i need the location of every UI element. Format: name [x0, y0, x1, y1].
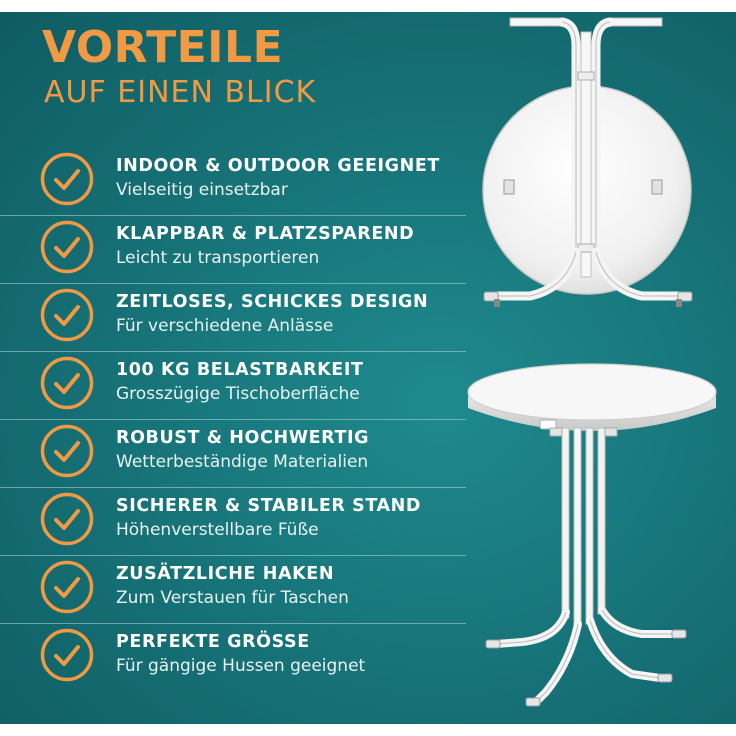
feature-stand [0, 487, 470, 553]
feature-heading: PERFEKTE GRÖSSE [116, 632, 310, 652]
feature-belastbarkeit [0, 351, 470, 417]
check-circle-icon [40, 424, 94, 478]
feature-groesse [0, 623, 470, 689]
check-circle-icon [40, 628, 94, 682]
check-circle-icon [40, 560, 94, 614]
feature-klappbar [0, 215, 470, 281]
feature-heading: 100 KG BELASTBARKEIT [116, 360, 364, 380]
check-circle-icon [40, 288, 94, 342]
feature-heading: ZUSÄTZLICHE HAKEN [116, 564, 335, 584]
feature-subtext: Zum Verstauen für Taschen [116, 588, 349, 608]
feature-subtext: Wetterbeständige Materialien [116, 452, 369, 472]
feature-subtext: Höhenverstellbare Füße [116, 520, 319, 540]
feature-heading: INDOOR & OUTDOOR GEEIGNET [116, 156, 440, 176]
check-circle-icon [40, 356, 94, 410]
feature-heading: ROBUST & HOCHWERTIG [116, 428, 370, 448]
feature-haken [0, 555, 470, 621]
check-circle-icon [40, 220, 94, 274]
feature-subtext: Für gängige Hussen geeignet [116, 656, 366, 676]
feature-subtext: Leicht zu transportieren [116, 248, 320, 268]
feature-heading: ZEITLOSES, SCHICKES DESIGN [116, 292, 429, 312]
feature-heading: SICHERER & STABILER STAND [116, 496, 422, 516]
check-circle-icon [40, 492, 94, 546]
title-sub: AUF EINEN BLICK [44, 75, 317, 110]
feature-robust [0, 419, 470, 485]
product-feature-banner [0, 12, 736, 724]
folded-table-image [470, 12, 710, 312]
feature-heading: KLAPPBAR & PLATZSPAREND [116, 224, 415, 244]
check-circle-icon [40, 152, 94, 206]
feature-subtext: Vielseitig einsetzbar [116, 180, 288, 200]
standing-table-image [462, 362, 722, 712]
feature-indoor-outdoor [0, 147, 470, 213]
title-main: VORTEILE [42, 22, 284, 73]
feature-design [0, 283, 470, 349]
feature-subtext: Für verschiedene Anlässe [116, 316, 334, 336]
feature-subtext: Grosszügige Tischoberfläche [116, 384, 360, 404]
